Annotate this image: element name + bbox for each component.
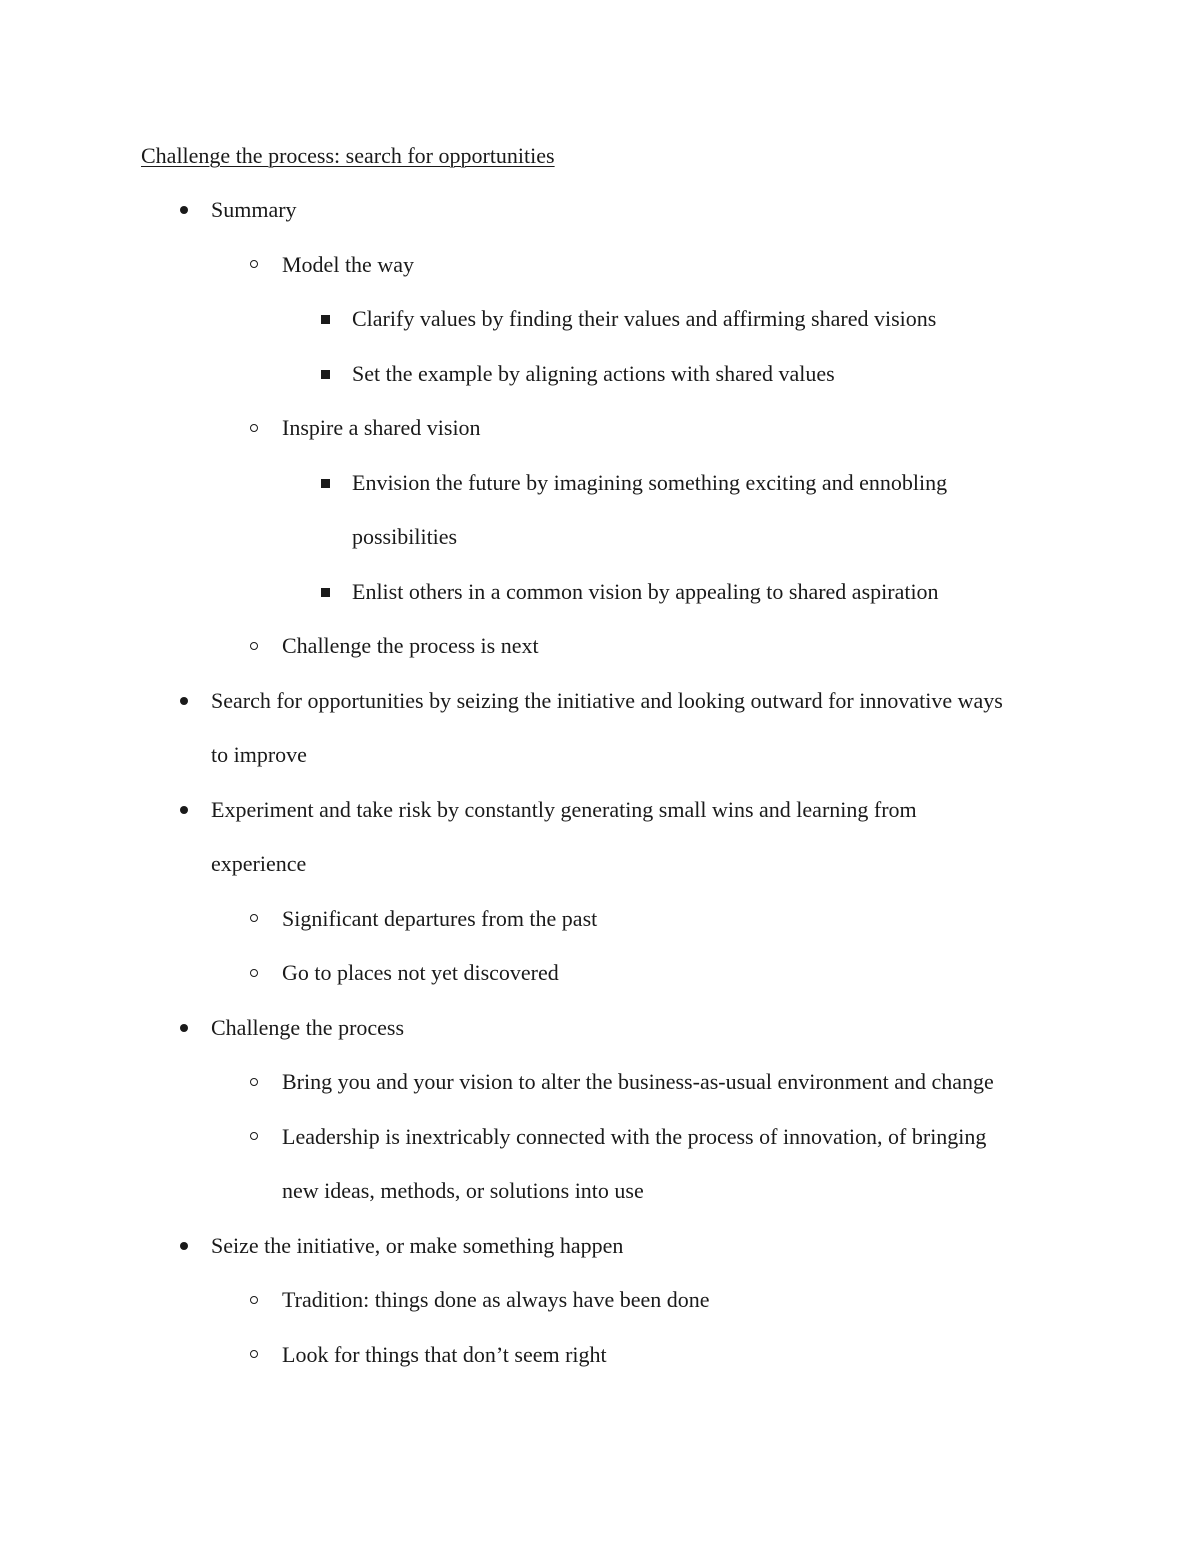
circle-bullet-icon — [250, 1132, 258, 1140]
list-item-text: Bring you and your vision to alter the business-as-usual environment and change — [282, 1069, 994, 1094]
list-item-text: Summary — [211, 197, 297, 222]
list-item — [211, 783, 1091, 892]
list-item-text: Search for opportunities by seizing the initiative and looking outward for innovative ways — [211, 687, 1003, 713]
list-item-text: Clarify values by finding their values and affirming shared visions — [352, 306, 937, 331]
disc-bullet-icon — [180, 1242, 188, 1250]
list-item — [282, 619, 1092, 674]
list-item — [282, 238, 1092, 293]
square-bullet-icon — [321, 315, 330, 324]
list-item — [352, 565, 1092, 620]
disc-bullet-icon — [180, 697, 188, 705]
circle-bullet-icon — [250, 642, 258, 650]
list-item-text: Challenge the process is next — [282, 633, 539, 658]
list-item — [282, 1055, 1092, 1110]
list-item-text: Model the way — [282, 251, 414, 277]
list-item-text: Leadership is inextricably connected with the process of innovation, of bringing — [282, 1123, 987, 1149]
square-bullet-icon — [321, 370, 330, 379]
list-item-text: Look for things that don’t seem right — [282, 1341, 607, 1367]
list-item-text: Go to places not yet discovered — [282, 960, 559, 985]
list-item — [352, 456, 1092, 565]
list-item-text: new ideas, methods, or solutions into use — [282, 1178, 644, 1203]
list-item — [282, 1110, 1092, 1219]
circle-bullet-icon — [250, 1078, 258, 1086]
circle-bullet-icon — [250, 424, 258, 432]
list-item — [282, 401, 1092, 456]
list-item-text: Experiment and take risk by constantly generating small wins and learning from — [211, 796, 917, 822]
list-item-text: Significant departures from the past — [282, 905, 598, 931]
list-item — [282, 1328, 1092, 1383]
list-item — [211, 183, 1091, 238]
disc-bullet-icon — [180, 806, 188, 814]
circle-bullet-icon — [250, 1296, 258, 1304]
list-item-text: Set the example by aligning actions with shared values — [352, 360, 835, 386]
list-item-text: Tradition: things done as always have been done — [282, 1287, 710, 1312]
list-item — [352, 292, 1092, 347]
circle-bullet-icon — [250, 1350, 258, 1358]
document-title: Challenge the process: search for opportunities — [141, 143, 555, 168]
list-item — [211, 1001, 1091, 1056]
list-item — [211, 1219, 1091, 1274]
list-item — [282, 946, 1092, 1001]
list-item-text: Envision the future by imagining something exciting and ennobling — [352, 469, 948, 495]
list-item-text: Seize the initiative, or make something happen — [211, 1232, 624, 1258]
square-bullet-icon — [321, 588, 330, 597]
circle-bullet-icon — [250, 969, 258, 977]
list-item-text: Enlist others in a common vision by appealing to shared aspiration — [352, 578, 939, 604]
square-bullet-icon — [321, 479, 330, 488]
list-item-text: experience — [211, 851, 307, 876]
list-item — [352, 347, 1092, 402]
disc-bullet-icon — [180, 206, 188, 214]
list-item-text: Challenge the process — [211, 1014, 405, 1040]
list-item-text: to improve — [211, 742, 307, 767]
list-item — [282, 1273, 1092, 1328]
disc-bullet-icon — [180, 1024, 188, 1032]
list-item-text: Inspire a shared vision — [282, 415, 481, 440]
list-item-text: possibilities — [352, 524, 458, 549]
list-item — [282, 892, 1092, 947]
circle-bullet-icon — [250, 914, 258, 922]
circle-bullet-icon — [250, 260, 258, 268]
list-item — [211, 674, 1091, 783]
